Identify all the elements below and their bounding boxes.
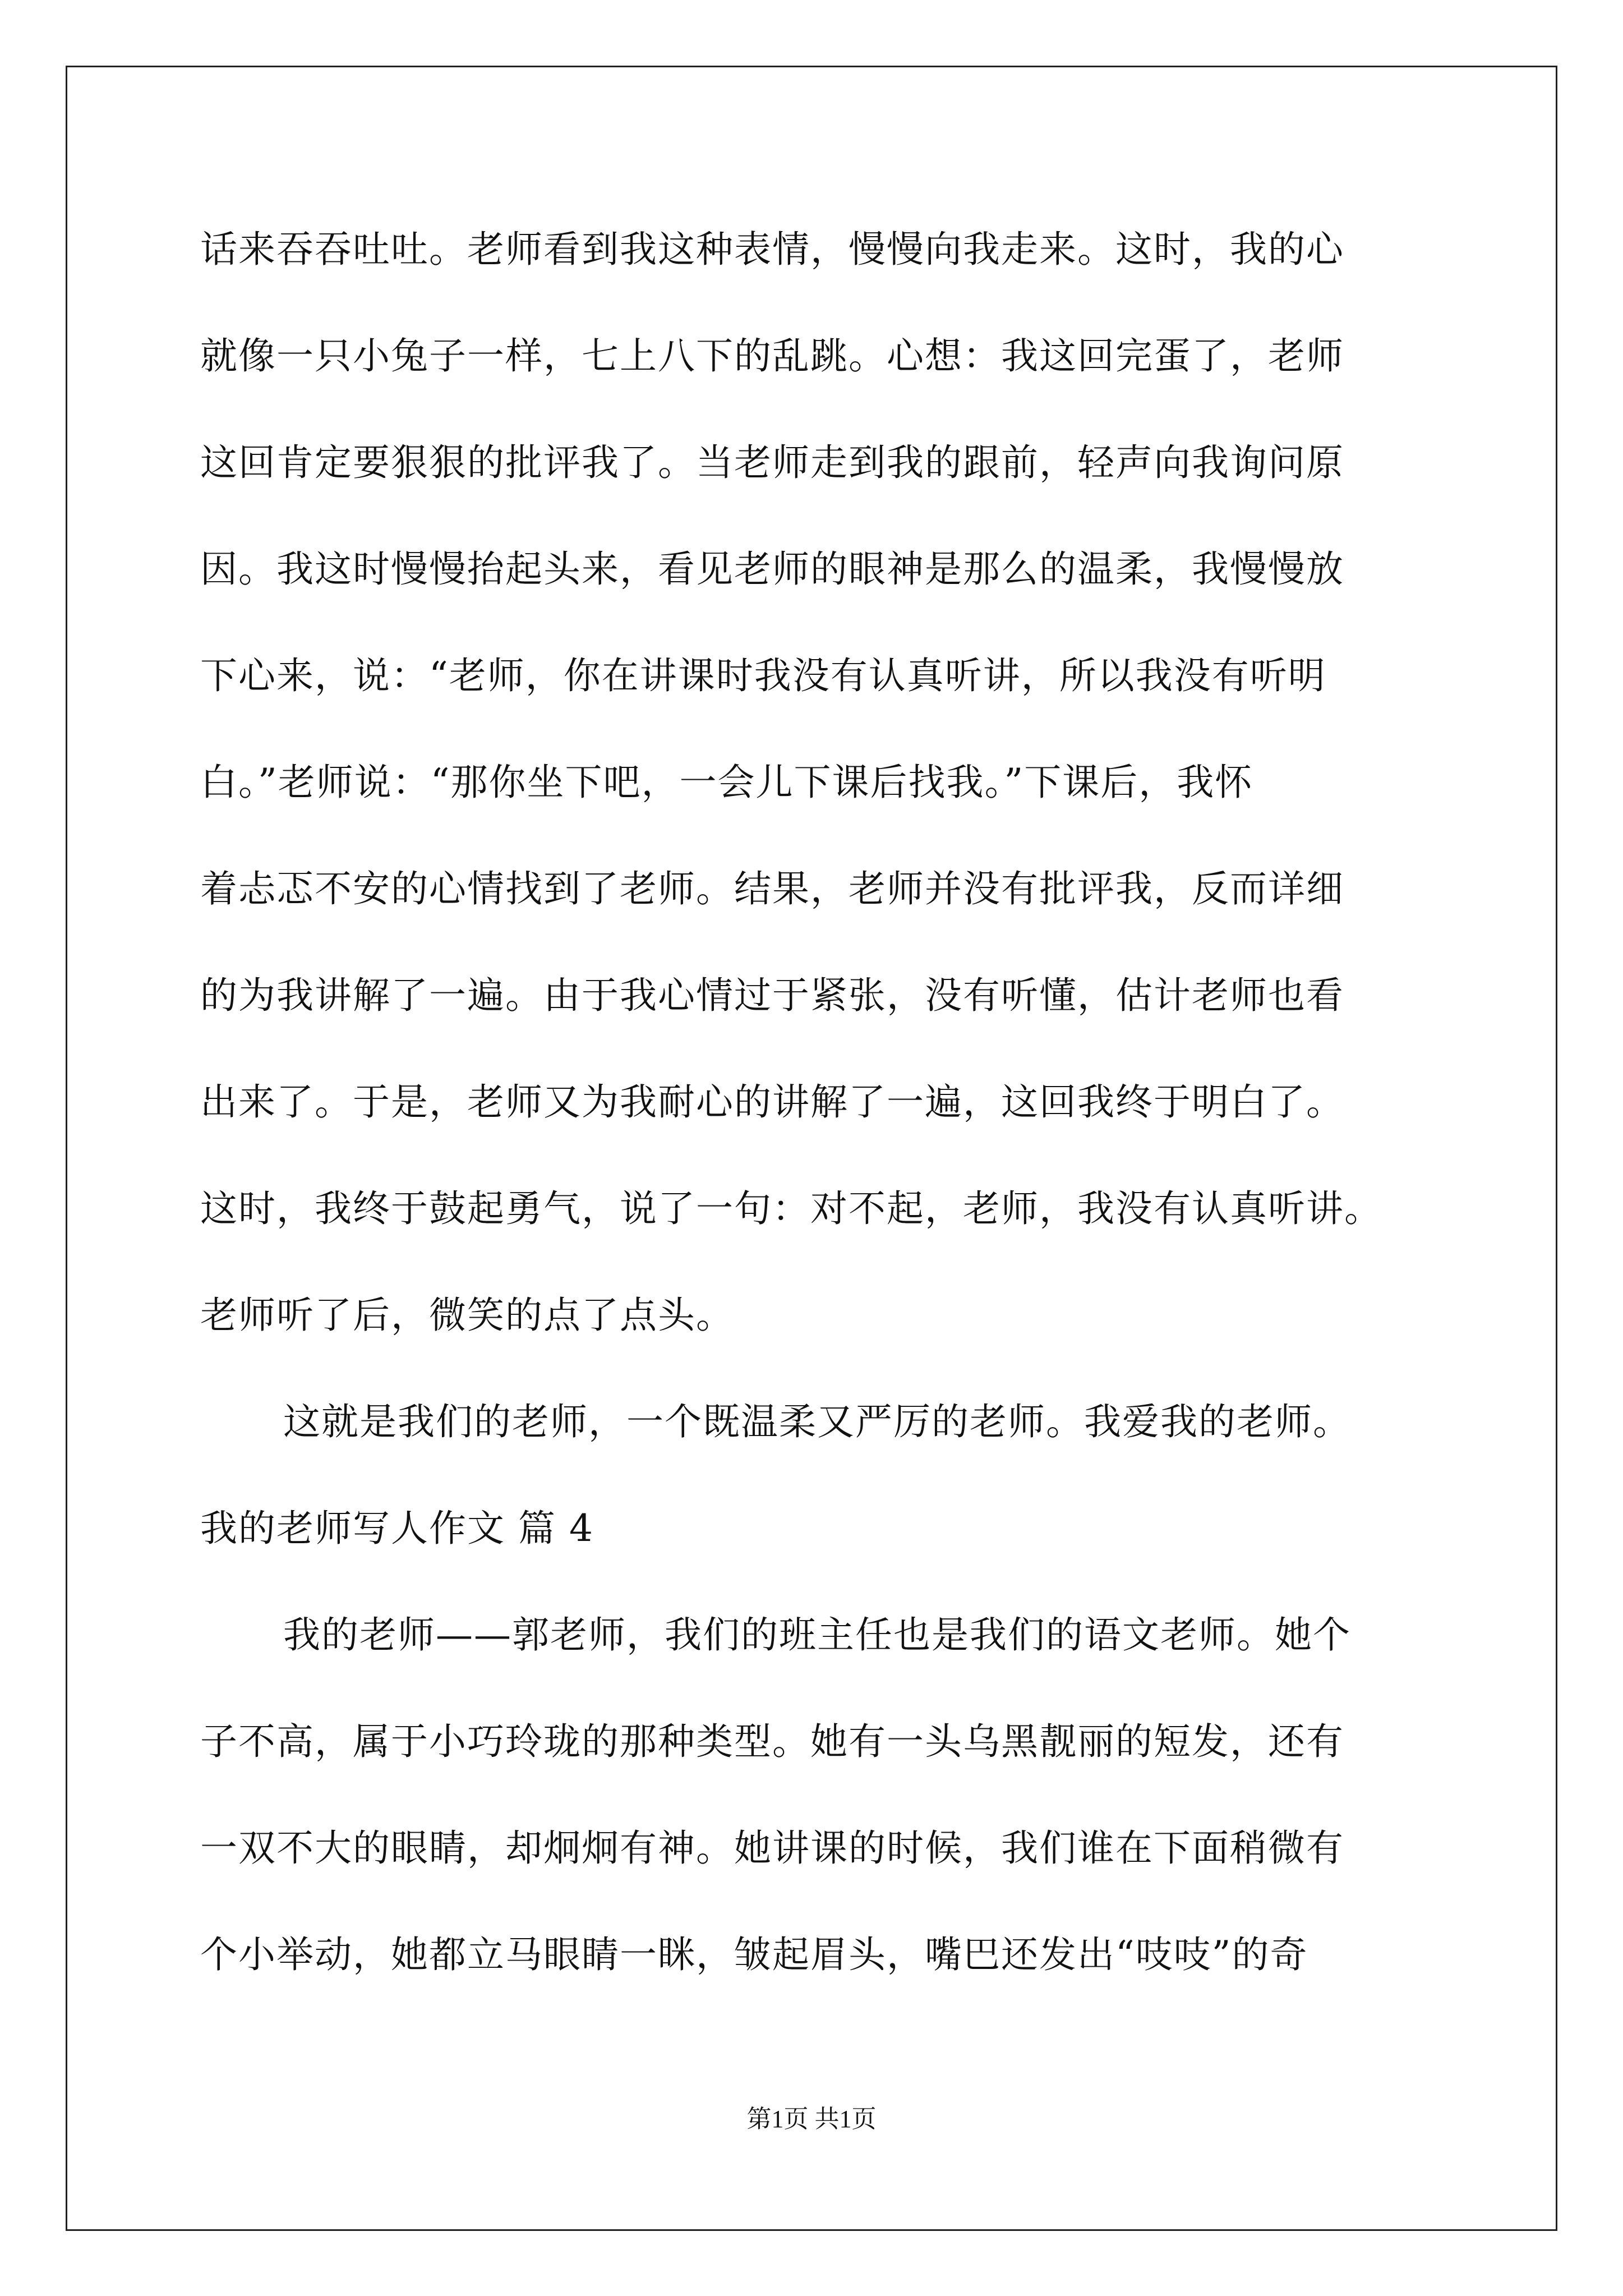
text-line: 的为我讲解了一遍。由于我心情过于紧张，没有听懂，估计老师也看: [200, 974, 1344, 1017]
document-body: [200, 222, 1479, 2033]
text-line: 因。我这时慢慢抬起头来，看见老师的眼神是那么的温柔，我慢慢放: [200, 547, 1344, 591]
text-line: 个小举动，她都立马眼睛一眯，皱起眉头，嘴巴还发出“吱吱”的奇: [200, 1933, 1308, 1976]
page-footer: 第1页 共1页: [746, 2105, 877, 2133]
text-line: 话来吞吞吐吐。老师看到我这种表情，慢慢向我走来。这时，我的心: [200, 228, 1344, 271]
text-line: 下心来，说：“老师，你在讲课时我没有认真听讲，所以我没有听明: [200, 654, 1326, 697]
paragraph-line: 我的老师——郭老师，我们的班主任也是我们的语文老师。她个: [283, 1613, 1351, 1657]
text-line: 着忐忑不安的心情找到了老师。结果，老师并没有批评我，反而详细: [200, 867, 1344, 910]
text-line: 就像一只小兔子一样，七上八下的乱跳。心想：我这回完蛋了，老师: [200, 334, 1344, 378]
text-line: 这回肯定要狠狠的批评我了。当老师走到我的跟前，轻声向我询问原: [200, 441, 1344, 484]
section-heading: 我的老师写人作文 篇 4: [200, 1507, 594, 1550]
text-line: 子不高，属于小巧玲珑的那种类型。她有一头乌黑靓丽的短发，还有: [200, 1720, 1344, 1763]
text-line: 这时，我终于鼓起勇气，说了一句：对不起，老师，我没有认真听讲。: [200, 1187, 1382, 1230]
text-line: 白。”老师说：“那你坐下吧，一会儿下课后找我。”下课后，我怀: [200, 761, 1253, 804]
paragraph-line: 这就是我们的老师，一个既温柔又严厉的老师。我爱我的老师。: [283, 1400, 1351, 1443]
text-line: 出来了。于是，老师又为我耐心的讲解了一遍，这回我终于明白了。: [200, 1080, 1344, 1124]
text-line: 老师听了后，微笑的点了点头。: [200, 1294, 734, 1337]
text-line: 一双不大的眼睛，却炯炯有神。她讲课的时候，我们谁在下面稍微有: [200, 1826, 1344, 1870]
